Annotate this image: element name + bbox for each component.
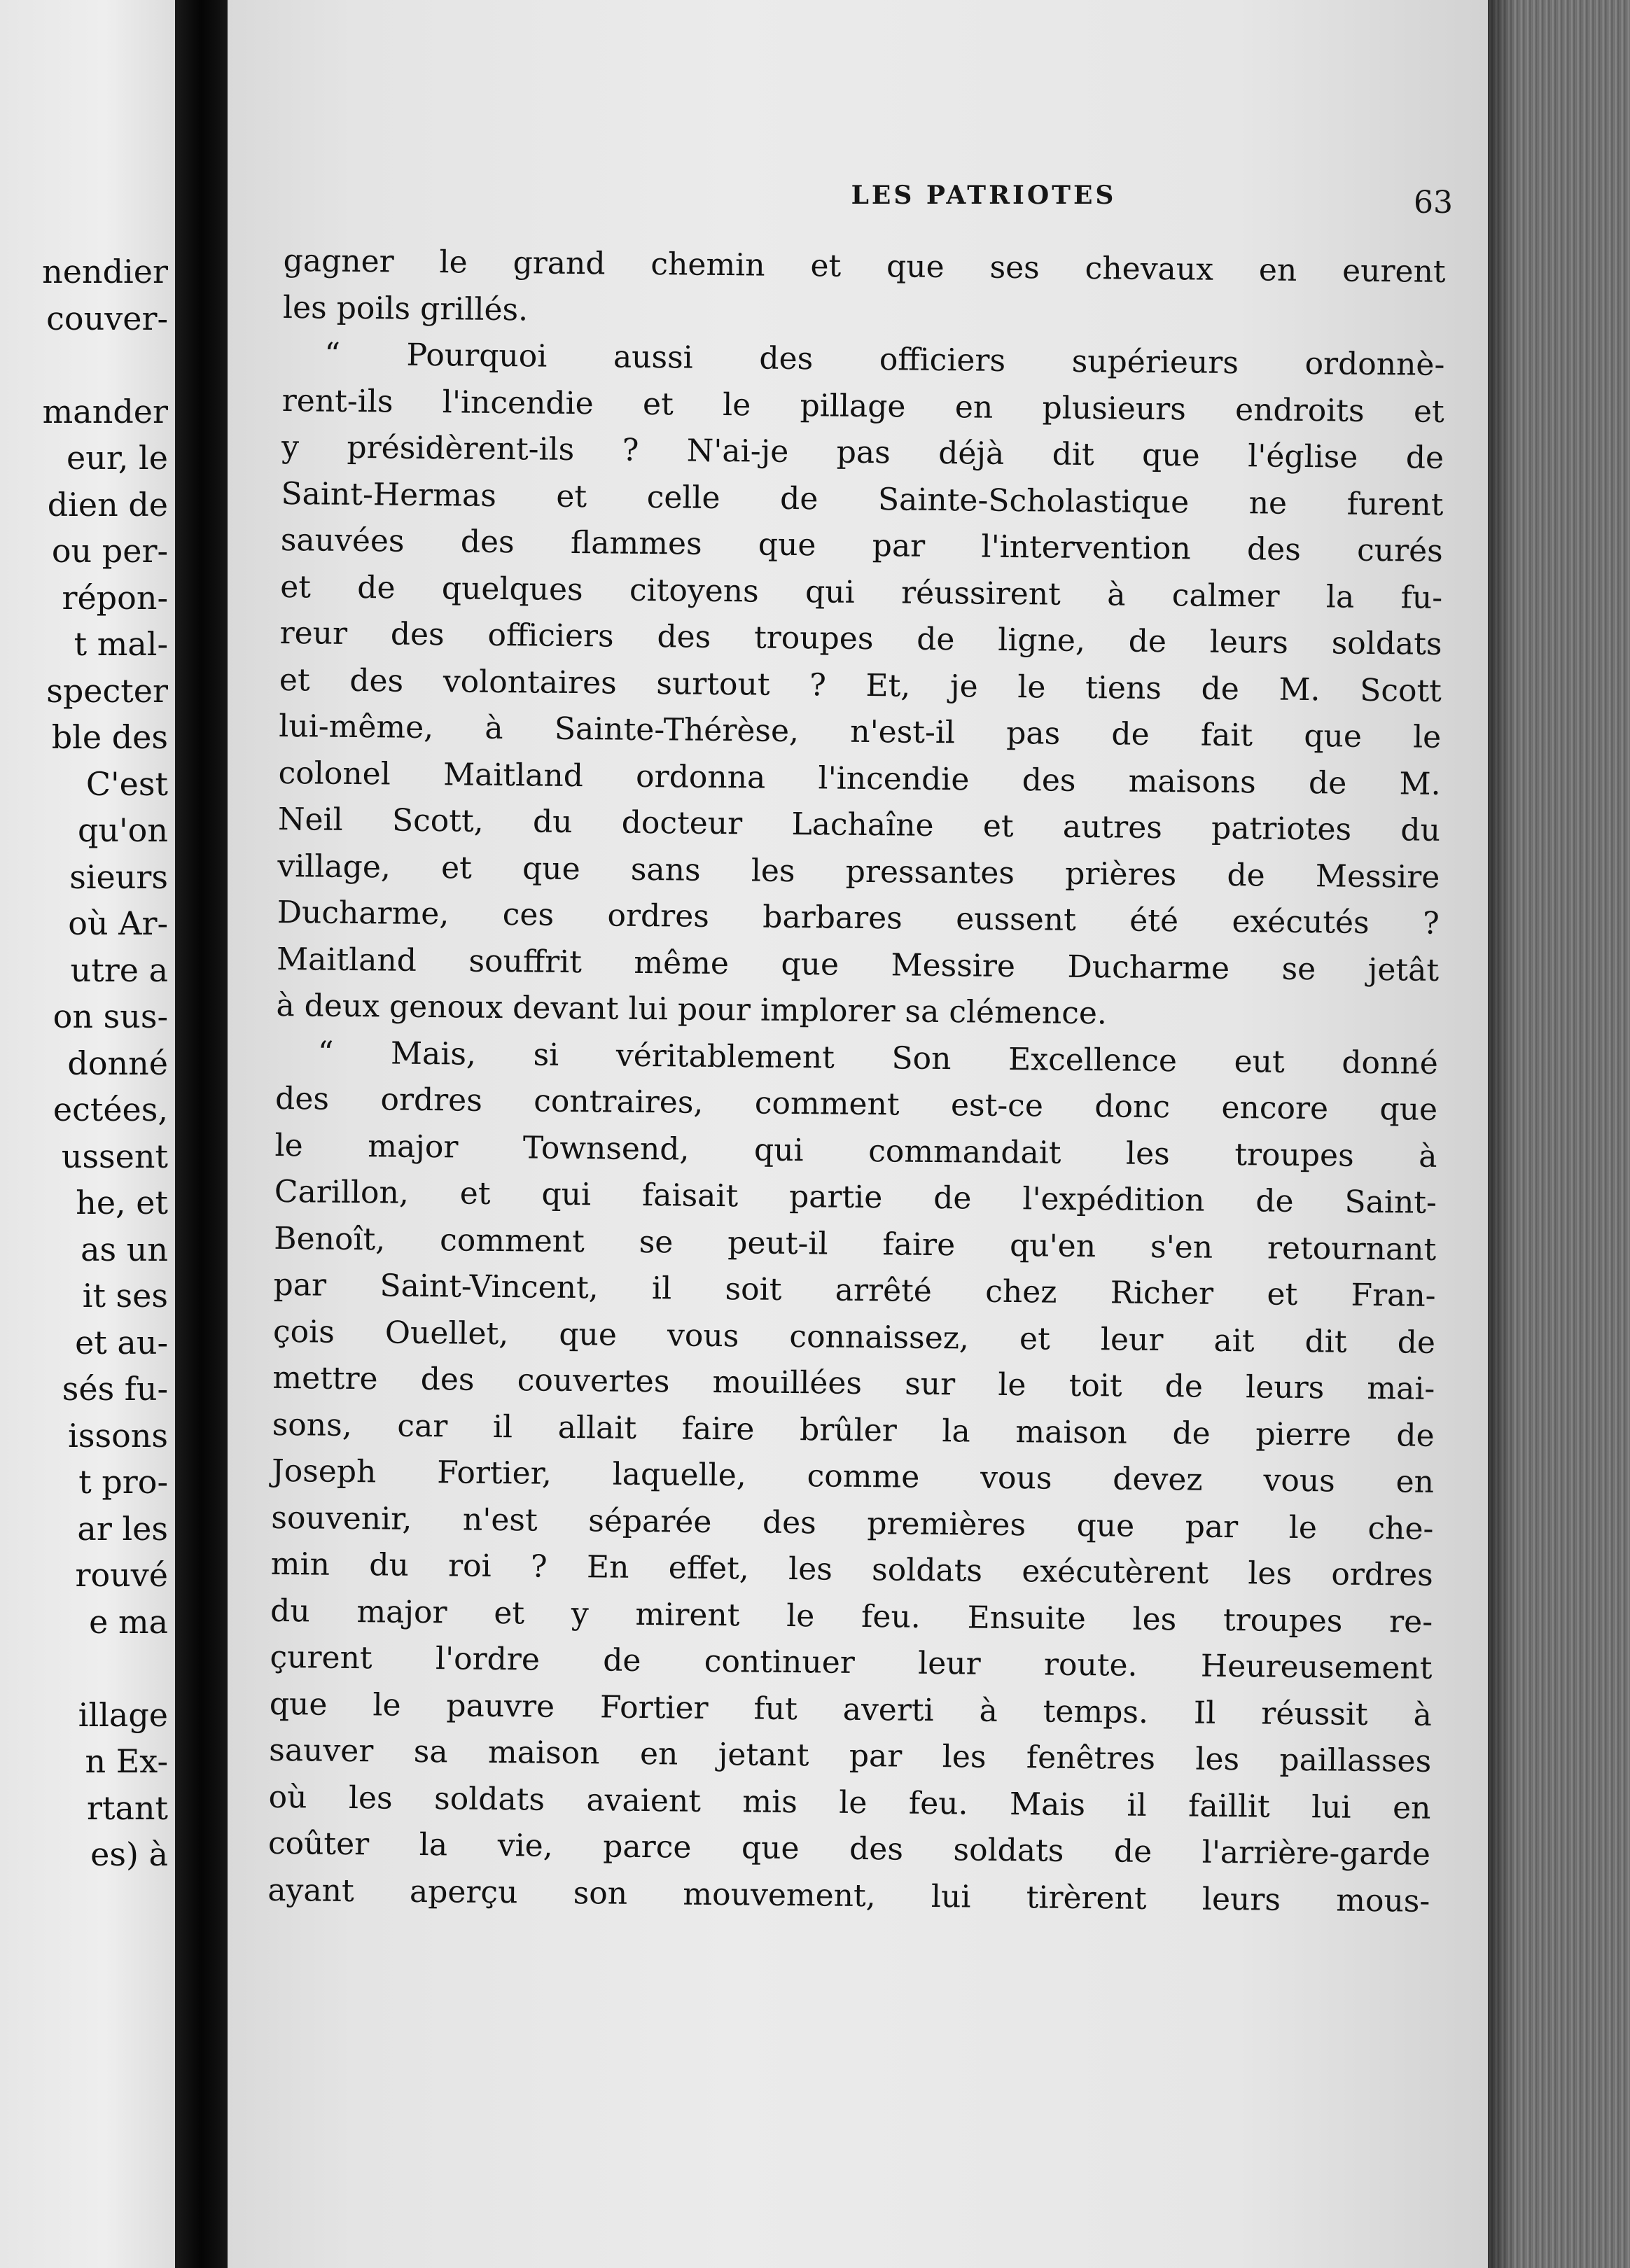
page-body-text [267, 238, 1446, 1925]
text-line: par Saint-Vincent, il soit arrêté chez Richer et Fran- [273, 1266, 1436, 1314]
text-line: Ducharme, ces ordres barbares eussent été exécutés ? [277, 894, 1440, 941]
facing-page-line [0, 342, 168, 388]
facing-page-line: et au- [75, 1323, 168, 1362]
text-line: Maitland souffrit même que Messire Ducharme se jetât [276, 941, 1440, 988]
text-line: et des volontaires surtout ? Et, je le tiens de M. Scott [279, 662, 1442, 709]
text-line: gagner le grand chemin et que ses chevaux en eurent [283, 242, 1446, 290]
facing-page-line: as un [81, 1230, 168, 1268]
facing-page-line: specter [46, 671, 168, 710]
facing-page-line: eur, le [67, 439, 168, 477]
facing-page-line: issons [68, 1416, 168, 1455]
text-line: sauver sa maison en jetant par les fenêtres les paillasses [269, 1732, 1432, 1779]
facing-page-line: ou per- [51, 532, 168, 570]
text-line: reur des officiers des troupes de ligne, de leurs soldats [279, 615, 1442, 662]
facing-page-line: sieurs [69, 858, 168, 896]
facing-page-line: qu'on [77, 811, 168, 849]
text-line: le major Townsend, qui commandait les troupes à [274, 1127, 1437, 1175]
text-line: où les soldats avaient mis le feu. Mais il faillit lui en [268, 1779, 1431, 1826]
text-line: “ Pourquoi aussi des officiers supérieurs ordonnè- [324, 336, 1445, 383]
text-line: colonel Maitland ordonna l'incendie des maisons de M. [278, 755, 1441, 802]
text-line: rent-ils l'incendie et le pillage en plusieurs endroits et [281, 382, 1444, 430]
facing-page-line: donné [67, 1044, 168, 1082]
text-line: que le pauvre Fortier fut averti à temps. Il réussit à [269, 1686, 1433, 1733]
text-line: sauvées des flammes que par l'intervention des curés [280, 522, 1444, 569]
text-line: des ordres contraires, comment est-ce donc encore que [274, 1080, 1438, 1128]
text-line: Carillon, et qui faisait partie de l'expédition de Saint- [274, 1173, 1437, 1221]
text-line: sons, car il allait faire brûler la maison de pierre de [272, 1406, 1435, 1454]
facing-page-line: couver- [46, 299, 168, 337]
running-head: LES PATRIOTES [851, 181, 1117, 210]
facing-page-line: es) à [90, 1835, 168, 1873]
page-edges-shadow [1488, 0, 1516, 2268]
facing-page-line: où Ar- [68, 904, 168, 942]
facing-page-line: rouvé [75, 1556, 168, 1594]
facing-page-line: C'est [85, 764, 168, 803]
facing-page-line: on sus- [53, 997, 168, 1035]
facing-page-line: ectées, [53, 1091, 168, 1128]
facing-page-line: t mal- [74, 625, 168, 663]
facing-page-line: dien de [47, 485, 168, 524]
text-line: les poils grillés. [282, 289, 529, 328]
facing-page-line: mander [42, 392, 168, 430]
text-line: “ Mais, si véritablement Son Excellence eut donné [317, 1035, 1439, 1082]
facing-page-line: it ses [82, 1277, 168, 1315]
text-line: çurent l'ordre de continuer leur route. Heureusement [270, 1639, 1433, 1686]
facing-page-line: ble des [51, 718, 168, 756]
facing-page-line: sés fu- [62, 1370, 168, 1408]
facing-page-line: n Ex- [85, 1742, 168, 1780]
facing-page-line [0, 1645, 168, 1692]
facing-page-line: e ma [89, 1602, 168, 1641]
facing-page-line: t pro- [78, 1463, 168, 1501]
text-line: à deux genoux devant lui pour implorer sa clémence. [276, 987, 1108, 1032]
text-line: Benoît, comment se peut-il faire qu'en s'en retournant [274, 1220, 1437, 1268]
text-line: village, et que sans les pressantes prières de Messire [277, 848, 1440, 895]
facing-page-line: utre a [70, 951, 168, 989]
text-line: y présidèrent-ils ? N'ai-je pas déjà dit que l'église de [281, 428, 1444, 476]
facing-page-line: ar les [77, 1509, 168, 1548]
facing-page-line: rtant [86, 1788, 168, 1827]
text-line: ayant aperçu son mouvement, lui tirèrent leurs mous- [267, 1872, 1430, 1919]
text-line: Joseph Fortier, laquelle, comme vous devez vous en [271, 1452, 1435, 1500]
facing-page-line: répon- [62, 578, 168, 617]
text-line: Saint-Hermas et celle de Sainte-Scholastique ne furent [281, 475, 1444, 523]
text-line: min du roi ? En effet, les soldats exécutèrent les ordres [270, 1546, 1433, 1593]
text-line: mettre des couvertes mouillées sur le toit de leurs mai- [272, 1359, 1435, 1407]
facing-page-line: ussent [61, 1137, 168, 1175]
book-gutter [175, 0, 228, 2268]
text-line: souvenir, n'est séparée des premières que par le che- [271, 1499, 1434, 1547]
text-line: Neil Scott, du docteur Lachaîne et autres patriotes du [277, 801, 1441, 848]
facing-page-line: nendier [42, 253, 168, 290]
text-line: coûter la vie, parce que des soldats de l'arrière-garde [267, 1825, 1431, 1872]
text-line: du major et y mirent le feu. Ensuite les troupes re- [270, 1592, 1433, 1640]
facing-page-line: he, et [76, 1184, 168, 1222]
page-number: 63 [1414, 185, 1453, 220]
facing-page-text [0, 248, 168, 1878]
text-line: lui-même, à Sainte-Thérèse, n'est-il pas de fait que le [279, 708, 1442, 755]
facing-page-line: illage [78, 1695, 168, 1734]
book-page [228, 0, 1488, 2268]
text-line: et de quelques citoyens qui réussirent à calmer la fu- [279, 568, 1443, 616]
text-line: çois Ouellet, que vous connaissez, et leur ait dit de [272, 1313, 1436, 1361]
facing-page-fragment [0, 0, 175, 2268]
